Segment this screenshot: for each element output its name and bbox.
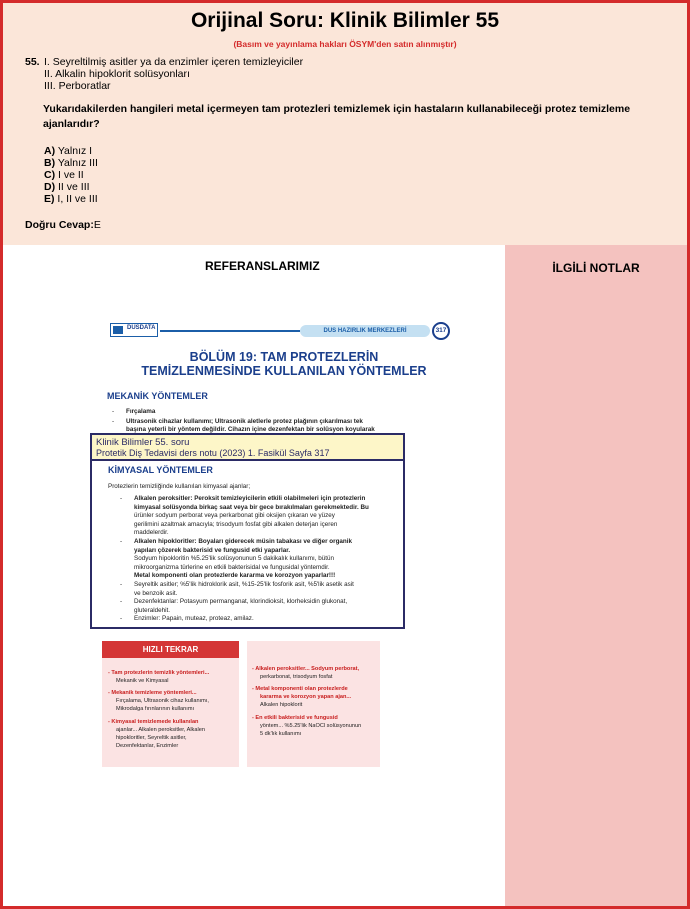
review-line: Alkalen hipoklorit xyxy=(260,702,303,708)
chem-line: Sodyum hipokloritin %5.25'lik solüsyonunun 5 dakikalık kullanımı, bütün xyxy=(134,555,335,563)
bullet-dash: - xyxy=(120,581,123,588)
bullet-dash: - xyxy=(120,495,123,502)
review-line: ajanlar... Alkalen peroksitler, Alkalen xyxy=(116,727,205,733)
review-line: - Alkalen peroksitler... Sodyum perborat, xyxy=(252,666,360,672)
review-line: kararma ve korozyon yapan ajan... xyxy=(260,694,352,700)
reference-caption xyxy=(90,433,405,461)
dusdata-logo: DUSDATA xyxy=(110,323,158,337)
review-line: Dezenfektanlar, Enzimler xyxy=(116,743,179,749)
question-text: Yukarıdakilerden hangileri metal içermeyen tam protezleri temizlemek için hastaların kullanabileceği protez temizleme ajanlarıdır? xyxy=(43,103,631,130)
review-line: 5 dk'lık kullanımı xyxy=(260,731,302,737)
review-line: - Metal komponenti olan protezlerde xyxy=(252,686,348,692)
chem-line: Seyreltik asitler; %5'lik hidroklorik asit, %15-25'lik fosforik asit, %5'lik asetik asit xyxy=(134,581,354,588)
quick-review-right xyxy=(247,641,380,767)
quick-review-left xyxy=(102,641,239,767)
mech-item-3: başına yeterli bir yöntem değildir. Cihazın içine dezenfektan bir solüsyon koyularak xyxy=(126,426,375,433)
review-line: perkarbonat, trisodyum fosfat xyxy=(260,674,333,680)
chem-line: maddelerdir. xyxy=(134,529,169,537)
quick-review-heading: HIZLI TEKRAR xyxy=(102,641,239,658)
bullet-dash: - xyxy=(112,408,115,415)
review-line: Mikrodalga fırınlarının kullanımı xyxy=(116,706,195,712)
chem-line: Dezenfektanlar: Potasyum permanganat, klorindioksit, klorheksidin glukonat, xyxy=(134,598,348,605)
notes-title: İLGİLİ NOTLAR xyxy=(552,261,640,275)
references-title: REFERANSLARIMIZ xyxy=(205,259,320,273)
caption-line2: Protetik Diş Tedavisi ders notu (2023) 1. Fasikül Sayfa 317 xyxy=(96,448,330,458)
bullet-dash: - xyxy=(120,538,123,545)
review-line: Fırçalama, Ultrasonik cihaz kullanımı, xyxy=(116,698,209,704)
review-line: Mekanik ve Kimyasal xyxy=(116,678,169,684)
chem-line: Alkalen hipokloritler: Boyaları giderecek müsin tabakası ve diğer organik xyxy=(134,538,353,545)
option-c: C) I ve II xyxy=(44,169,84,181)
chem-line: kimyasal solüsyonda birkaç saat veya bir gece bırakılmaları gerekmektedir. Bu xyxy=(134,503,369,511)
statement-3: III. Perboratlar xyxy=(44,80,111,92)
chem-line: gluteraldehit. xyxy=(134,606,171,614)
chem-line: Metal komponenti olan protezlerde kararma ve korozyon yaparlar!!! xyxy=(134,572,336,580)
chem-line: gerilimini azaltmak amacıyla; trisodyum fosfat gibi alkalen deterjan içeren xyxy=(134,520,338,528)
caption-line1: Klinik Bilimler 55. soru xyxy=(96,437,190,448)
question-number: 55. xyxy=(25,56,40,68)
notes-panel xyxy=(505,245,687,906)
chem-line: yapıları çözerek bakterisid ve fungusid etki yaparlar. xyxy=(134,546,291,554)
chem-intro: Protezlerin temizliğinde kullanılan kimyasal ajanlar; xyxy=(108,483,251,490)
bullet-dash: - xyxy=(120,598,123,605)
bullet-dash: - xyxy=(120,615,123,622)
header-rule xyxy=(160,330,300,332)
chem-line: Alkalen peroksitler: Peroksit temizleyicilerin etkili olabilmeleri için protezlerin xyxy=(134,495,366,502)
review-line: - Tam protezlerin temizlik yöntemleri... xyxy=(108,670,210,676)
statement-1: I. Seyreltilmiş asitler ya da enzimler içeren temizleyiciler xyxy=(44,56,304,68)
chemical-methods-box xyxy=(90,459,405,629)
chem-line: ürünler sodyum perborat veya perkarbonat gibi oksijen çıkaran ve yüzey xyxy=(134,512,335,520)
header-bar: DUS HAZIRLIK MERKEZLERİ xyxy=(300,325,430,337)
chemical-methods-heading: KİMYASAL YÖNTEMLER xyxy=(108,465,213,475)
chem-line: ve benzoik asit. xyxy=(134,589,178,597)
review-line: - Kimyasal temizlemede kullanılan xyxy=(108,719,199,725)
page-title: Orijinal Soru: Klinik Bilimler 55 xyxy=(190,9,500,32)
statement-2: II. Alkalin hipoklorit solüsyonları xyxy=(44,68,190,80)
correct-answer: Doğru Cevap:E xyxy=(25,219,101,231)
option-a: A) Yalnız I xyxy=(44,145,93,157)
review-line: - Mekanik temizleme yöntemleri... xyxy=(108,690,197,696)
review-line: hipokloritler, Seyreltik asitler, xyxy=(116,735,187,741)
chapter-title-line1: BÖLÜM 19: TAM PROTEZLERİN xyxy=(189,350,379,364)
mech-item-2: Ultrasonik cihazlar kullanımı; Ultrasonik aletlerle protez plağının çıkarılması tek xyxy=(126,418,363,425)
review-line: - En etkili bakterisid ve fungusid xyxy=(252,715,338,721)
page-number-badge: 317 xyxy=(432,322,450,340)
mech-item-1: Fırçalama xyxy=(126,408,156,415)
option-e: E) I, II ve III xyxy=(44,193,98,205)
copyright-note: (Basım ve yayınlama hakları ÖSYM'den satın alınmıştır) xyxy=(233,39,457,49)
question-panel xyxy=(3,3,687,245)
mechanical-methods-heading: MEKANİK YÖNTEMLER xyxy=(107,391,208,401)
chem-line: Enzimler: Papain, muteaz, proteaz, amilaz. xyxy=(134,615,254,622)
option-d: D) II ve III xyxy=(44,181,90,193)
chapter-title-line2: TEMİZLENMESİNDE KULLANILAN YÖNTEMLER xyxy=(141,364,427,378)
review-line: yöntem... %5.25'lik NaOCl solüsyonunun xyxy=(260,723,362,729)
bullet-dash: - xyxy=(112,418,115,425)
option-b: B) Yalnız III xyxy=(44,157,98,169)
chem-line: mikroorganizma türlerine en etkili bakterisidal ve fungusidal yöntemdir. xyxy=(134,563,330,571)
